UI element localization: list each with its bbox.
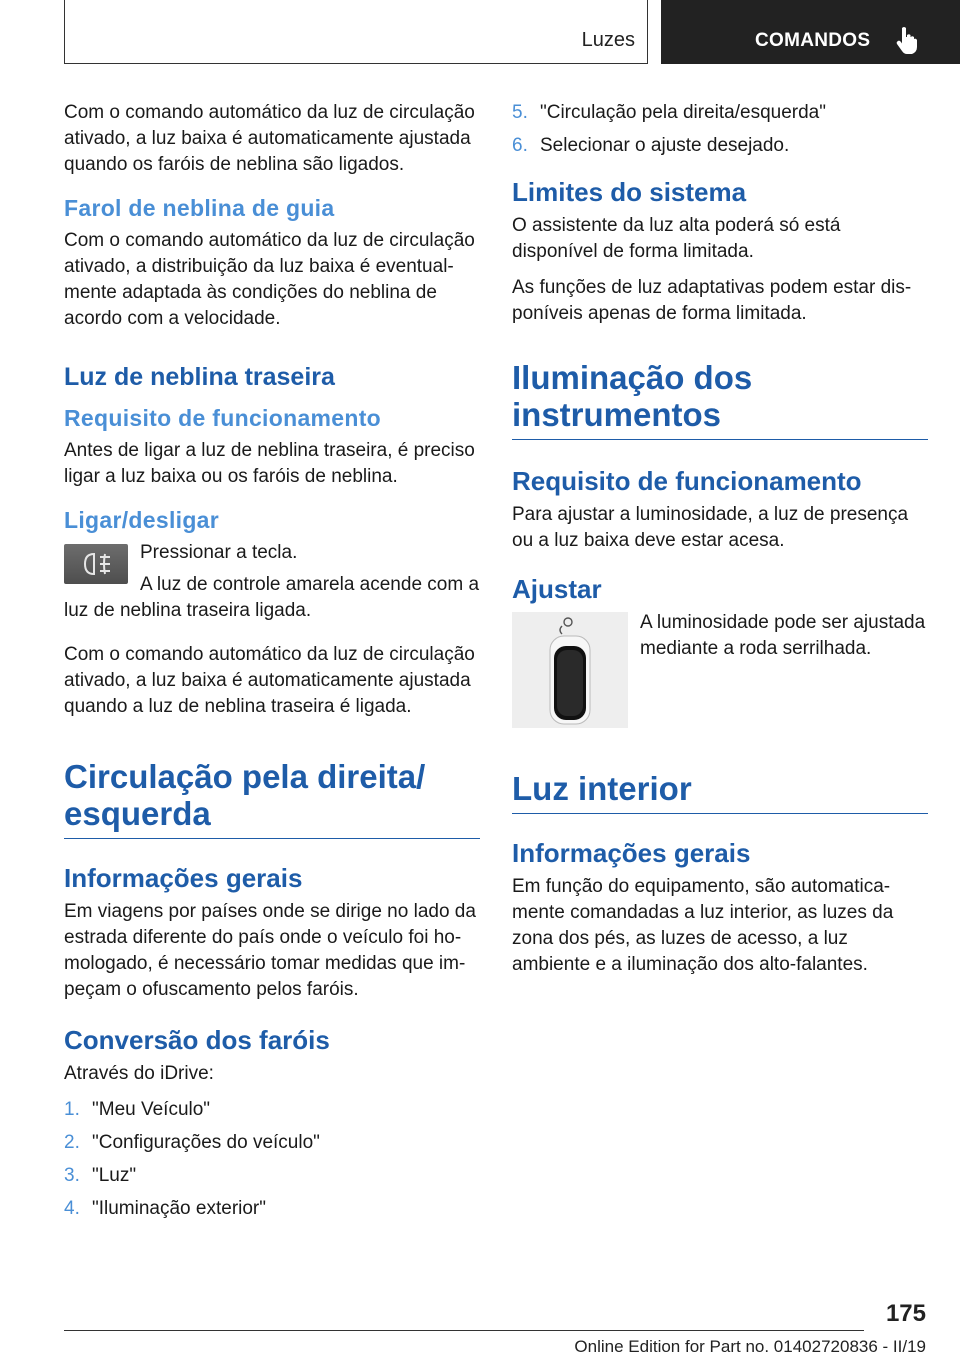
list-item: 5. "Circulação pela direita/esquerda" xyxy=(512,102,826,123)
conversion-intro: Através do iDrive: xyxy=(64,1063,214,1084)
rear-fog-heading: Luz de neblina traseira xyxy=(64,363,335,391)
right-column xyxy=(512,100,928,988)
conversion-steps-list xyxy=(64,1097,480,1222)
page-number: 175 xyxy=(885,1300,926,1327)
list-item: 6. Selecionar o ajuste desejado. xyxy=(512,135,790,156)
edition-text: Online Edition for Part no. 01402720836 - II/19 xyxy=(574,1337,926,1356)
conversion-heading: Conversão dos faróis xyxy=(64,1025,330,1055)
intro-paragraph: Com o comando automático da luz de circulação ativado, a luz baixa é automaticamente ajustada quando os faróis de neblina são ligados. xyxy=(64,102,475,175)
header-chapter-title: COMANDOS xyxy=(755,30,871,51)
rear-fog-auto-text: Com o comando automático da luz de circulação ativado, a luz baixa é automaticamente ajustada quando a luz de neblina traseira é ligada. xyxy=(64,644,475,717)
traffic-heading: Circulação pela direita/ esquerda xyxy=(64,758,480,839)
rear-fog-requirement-heading: Requisito de funcionamento xyxy=(64,405,382,431)
list-item: 4. "Iluminação exterior" xyxy=(64,1198,267,1219)
header-section-title: Luzes xyxy=(581,29,635,51)
interior-general-text: Em função do equipamento, são automaticamente comandadas a luz interior, as luzes da zona dos pés, as luzes de acesso, a luz ambiente e a iluminação dos alto-falantes. xyxy=(512,876,894,975)
guide-fog-heading: Farol de neblina de guia xyxy=(64,195,335,221)
adjust-heading: Ajustar xyxy=(512,574,602,604)
instrument-lighting-heading: Iluminação dos instrumentos xyxy=(512,359,928,440)
list-item: 1. "Meu Veículo" xyxy=(64,1099,211,1120)
rear-fog-light-icon xyxy=(64,544,128,584)
interior-general-heading: Informações gerais xyxy=(512,838,751,868)
traffic-general-text: Em viagens por países onde se dirige no lado da estrada diferente do país onde o veículo foi homologado, é necessário tomar medidas que impeçam o ofuscamento pelos faróis. xyxy=(64,901,476,1000)
traffic-general-heading: Informações gerais xyxy=(64,863,303,893)
list-item: 3. "Luz" xyxy=(64,1165,137,1186)
list-item: 2. "Configurações do veículo" xyxy=(64,1132,320,1153)
hand-pointer-icon xyxy=(895,26,919,54)
rear-fog-toggle-heading: Ligar/desligar xyxy=(64,507,220,533)
adjust-block xyxy=(512,610,928,734)
limits-heading: Limites do sistema xyxy=(512,177,747,207)
rear-fog-toggle-block xyxy=(64,540,480,634)
header-section-box xyxy=(64,0,648,64)
instrument-requirement-text: Para ajustar a luminosidade, a luz de presença ou a luz baixa deve estar acesa. xyxy=(512,504,909,551)
adjust-text: A luminosidade pode ser ajustada mediante a roda serrilhada. xyxy=(640,612,926,659)
instrument-requirement-heading: Requisito de funcionamento xyxy=(512,466,862,496)
indicator-text: A luz de controle amarela acende com a luz de neblina traseira ligada. xyxy=(64,574,480,621)
limits-text-2: As funções de luz adaptativas podem estar disponíveis apenas de forma limitada. xyxy=(512,277,912,324)
header-chapter-tab[interactable] xyxy=(661,0,960,64)
brightness-wheel-icon xyxy=(512,612,628,728)
footer-divider xyxy=(64,1330,864,1331)
limits-text-1: O assistente da luz alta poderá só está disponível de forma limitada. xyxy=(512,215,841,262)
press-key-text: Pressionar a tecla. xyxy=(140,542,298,563)
left-column xyxy=(64,100,480,1232)
rear-fog-requirement-text: Antes de ligar a luz de neblina traseira, é preciso ligar a luz baixa ou os faróis de neblina. xyxy=(64,440,475,487)
guide-fog-text: Com o comando automático da luz de circulação ativado, a distribuição da luz baixa é eventualmente adaptada às condições do neblina de acordo com a velocidade. xyxy=(64,230,475,329)
conversion-steps-continued xyxy=(512,100,928,159)
interior-light-heading: Luz interior xyxy=(512,770,928,814)
